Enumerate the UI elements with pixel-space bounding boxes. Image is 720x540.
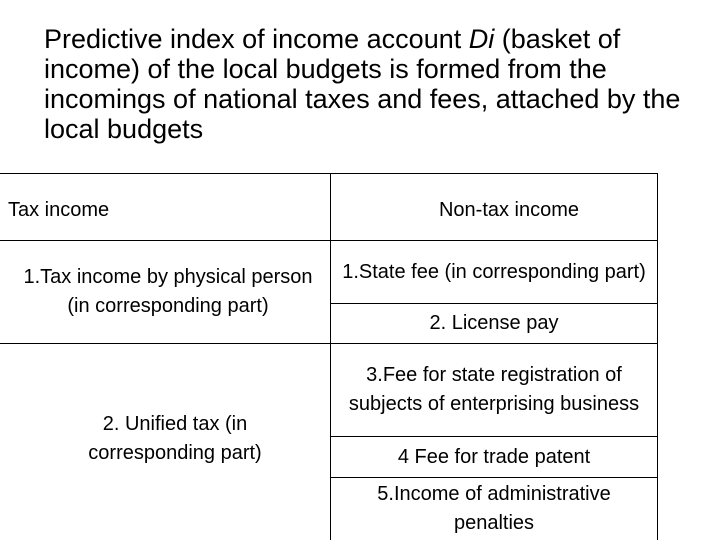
nontax-item-2: [330, 304, 658, 344]
nontax-item-4: [330, 437, 658, 477]
income-table: [0, 173, 658, 540]
nontax-item-4-label: 4 Fee for trade patent: [397, 445, 591, 468]
title-part-2: (basket of income) of the local budgets is formed from the incomings of national taxes and fees, attached by the local budgets: [44, 24, 681, 144]
tax-item-1: [0, 241, 330, 344]
header-non-tax-income-label: Non-tax income: [438, 199, 580, 221]
header-non-tax-income: [330, 173, 658, 241]
title-italic-di: Di: [468, 24, 495, 54]
nontax-item-3: [330, 344, 658, 437]
slide-title: [44, 24, 704, 144]
nontax-item-1: [330, 241, 658, 304]
nontax-item-5: [330, 477, 658, 540]
tax-item-1-label: 1.Tax income by physical person (in corresponding part): [23, 266, 313, 317]
nontax-item-1-label: 1.State fee (in corresponding part): [342, 260, 646, 283]
tax-item-2-label: 2. Unified tax (in corresponding part): [88, 413, 262, 464]
header-tax-income-label: Tax income: [8, 199, 110, 221]
title-part-1: Predictive index of income account: [44, 24, 469, 54]
nontax-item-5-label: 5.Income of administrative penalties: [377, 483, 611, 534]
nontax-item-2-label: 2. License pay: [429, 312, 559, 334]
header-tax-income: [0, 173, 330, 241]
nontax-item-3-label: 3.Fee for state registration of subjects of enterprising business: [348, 364, 640, 415]
tax-item-2: [0, 344, 330, 540]
